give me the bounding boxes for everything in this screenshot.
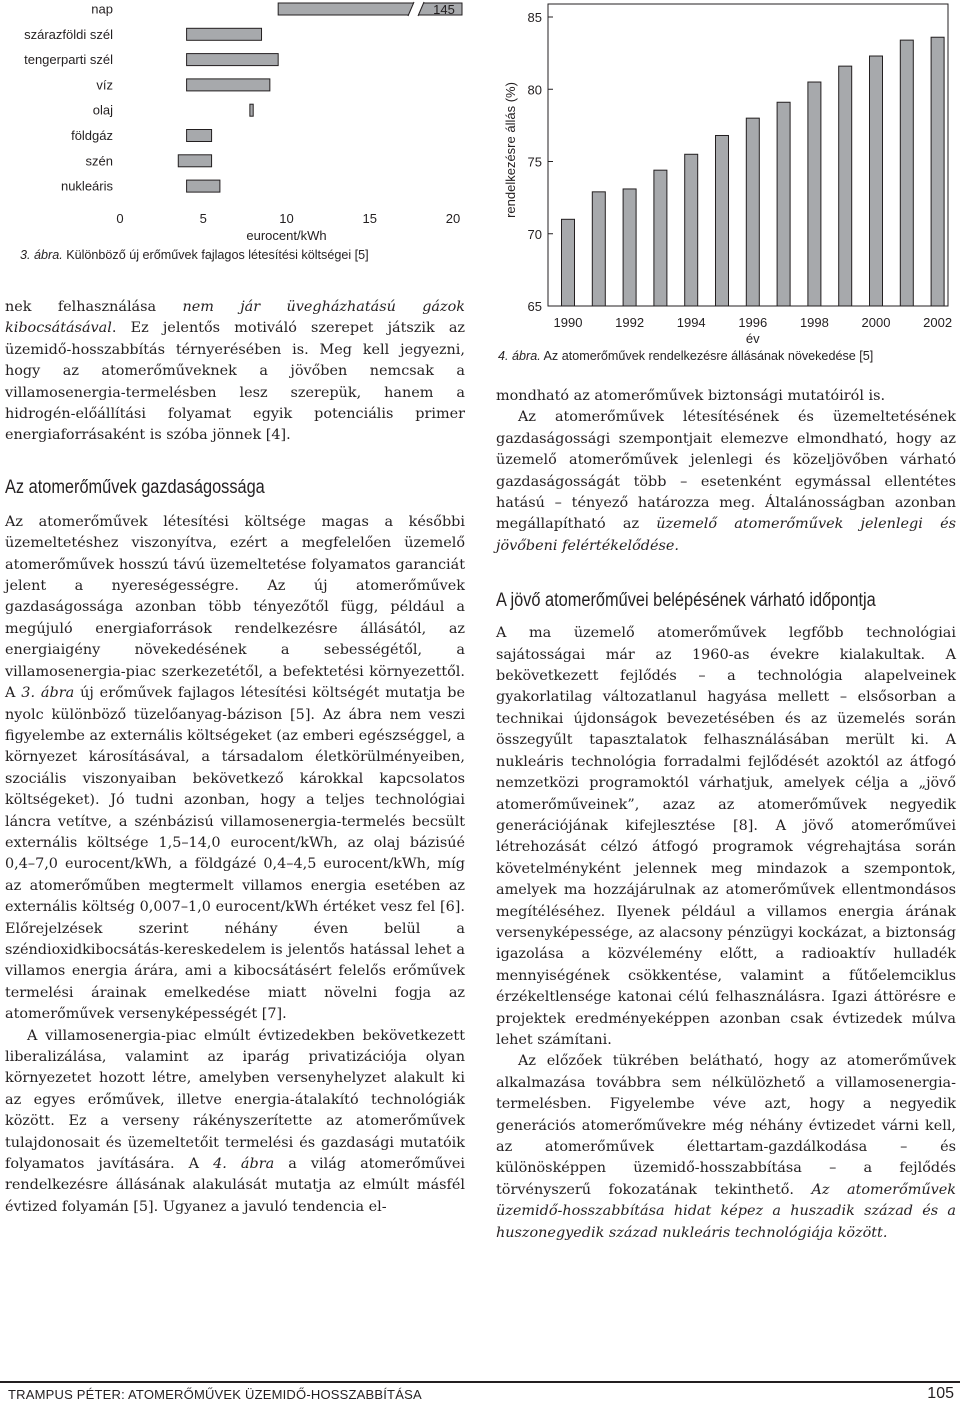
emphasis-run: 4. ábra (213, 1156, 275, 1173)
category-label: víz (96, 77, 113, 93)
figure-3 (0, 0, 470, 272)
range-bar (187, 79, 270, 91)
text-run: Az atomerőművek létesítési költsége magas a későbbi üzemeltetéshez viszonyítva, ezért a megfelelően üzemelő atomerőművek hosszú távú üzemeltetése folyamatos garanciát jelent a nyereségességre. Az új atomerőművek gazdaságossága azonban több tényezőtől függ, például a megújuló energiaforrások rendelkezésre állásától, az energiaigény növekedésének a sebességétől, a villamosenergia-piac szerkezetétől, a befektetési környezettől. A (5, 513, 465, 702)
x-tick-label: 20 (445, 211, 461, 226)
bar (623, 189, 636, 306)
figure-4-chart (490, 0, 960, 350)
x-tick-label: 1998 (799, 315, 829, 330)
text-run: a világ atomerőművei rendelkezésre állásának alakulását mutatja az elmúlt másfél évtized folyamán [5]. Ugyanez a javuló tendencia el- (5, 1156, 465, 1215)
text-run: nek felhasználása (5, 299, 183, 315)
bar (777, 102, 790, 306)
text-run: . Ez jelentős motiváló szerepet játszik az üzemidő-hosszabbítás térnyerésében is. Meg kell jegyezni, hogy az atomerőműveknek a jövőben nemcsak a villamosenergia-termelésben lesz szerepük, hanem a hidrogén-előállítási folyamat egyik potenciális primer energiaforrásaként is szóba jönnek [4]. (5, 320, 465, 444)
category-label: nap (91, 1, 113, 17)
category-label: szén (85, 153, 113, 169)
section-heading-future: A jövő atomerőművei belépésének várható időpontja (496, 590, 876, 612)
bar (562, 219, 575, 306)
right-paragraph-2 (496, 407, 956, 557)
text-run: Az atomerőművek létesítésének és üzemeltetésének gazdaságossági szempontjait elemezve elmondható, hogy az üzemelő atomerőművek jelenlegi és közeljövőben várható gazdaságosságát több – esetenként egymással ellentétes hatású – tényező határozza meg. Általánosságban azonban megállapítható az (496, 409, 956, 533)
right-paragraph-4 (496, 1051, 956, 1244)
footer-rule (0, 1381, 960, 1383)
bar (654, 170, 667, 306)
emphasis-run: üzemelő atomerőművek jelenlegi és jövőbeni felértékelődése. (496, 516, 956, 554)
emphasis-run: Az atomerőművek üzemidő-hosszabbítása hidat képez a huszadik század és a huszonegyedik század nukleáris technológiája között. (496, 1181, 957, 1241)
x-tick-label: 10 (279, 211, 294, 226)
right-paragraph-1: mondható az atomerőművek biztonsági mutatóiról is. (496, 388, 886, 404)
figure-4-caption-text: Az atomerőművek rendelkezésre állásának növekedése [5] (543, 349, 874, 363)
bar (746, 118, 759, 306)
bar (685, 154, 698, 306)
category-label: nukleáris (60, 178, 113, 194)
left-column (5, 297, 465, 1218)
running-footer-title: TRAMPUS PÉTER: ATOMERŐMŰVEK ÜZEMIDŐ-HOSSZABBÍTÁSA (8, 1387, 422, 1402)
figure-3-caption-text: Különböző új erőművek fajlagos létesítési költségei [5] (66, 248, 369, 262)
y-tick-label: 75 (527, 154, 542, 170)
page-number: 105 (927, 1385, 954, 1402)
left-paragraph-1 (5, 297, 465, 447)
figure-4-caption (498, 349, 873, 363)
range-bar (187, 54, 279, 66)
y-axis-title: rendelkezésre állás (%) (503, 82, 518, 218)
y-tick-label: 65 (527, 299, 542, 314)
x-tick-label: 2002 (923, 315, 953, 330)
text-run: Az előzőek tükrében belátható, hogy az atomerőművek alkalmazása továbbra sem nélkülözhető a villamosenergia-termelésben. Figyelembe véve azt, hogy a negyedik generációs atomerőművekre még néhány évtizedet várni kell, az atomerőművek élettartam-gazdálkodása – és különösképpen üzemidő-hosszabbítása – a fejlődés törvényszerű fokozatának tekinthető. (496, 1053, 956, 1198)
text-run: A villamosenergia-piac elmúlt évtizedekben bekövetkezett liberalizálása, valamint az iparág privatizációja olyan környezetet hozott létre, amelyben versenyhelyzet alakult ki az egyes erőművek, illetve energia-átalakító technológiák között. Ez a verseny rákényszerítette az atomerőművek tulajdonosait és üzemeltetőit termelési és gazdasági mutatóik folyamatos javítására. A (5, 1027, 465, 1173)
bar-value-label: 145 (433, 2, 455, 17)
category-label: szárazföldi szél (24, 26, 113, 42)
y-tick-label: 70 (527, 226, 542, 242)
range-bar (250, 104, 253, 116)
page-footer (0, 1381, 960, 1406)
range-bar (178, 155, 211, 167)
left-paragraph-3 (5, 1026, 465, 1219)
x-tick-label: 1996 (738, 315, 768, 330)
bar (931, 37, 944, 306)
left-paragraph-2 (5, 512, 465, 1026)
range-bar (187, 130, 212, 142)
x-tick-label: 15 (362, 211, 377, 226)
x-tick-label: 2000 (861, 315, 891, 330)
bar (808, 82, 821, 306)
figure-3-caption (20, 248, 369, 262)
category-label: tengerparti szél (24, 52, 113, 68)
x-tick-label: 1994 (676, 315, 706, 330)
x-tick-label: 0 (116, 211, 124, 226)
right-column (496, 386, 956, 1244)
right-paragraph-3: A ma üzemelő atomerőművek legfőbb technológiai sajátosságai már az 1960-as évekre kialakultak. A bekövetkezett fejlődés – a technológia alapelveinek gyakorlatilag változatlanul hagyása mellett – elsősorban a technikai újdonságok bevezetésében és az üzemelés során összegyűlt tapasztalatok felhasználásában merült ki. A nukleáris technológia forradalmi fejlődését azoktól az átfogó nemzetközi programoktól várhatjuk, amelyek célja a „jövő atomerőműveinek”, azaz az atomerőművek negyedik generációjának kifejlesztése [8]. A jövő atomerőművei létrehozását célzó átfogó programok végrehajtása során követelményként jelennek meg mindazok a szempontok, amelyek ma hozzájárulnak az atomerőművek ellentmondásos megítéléséhez. Ilyenek például a villamos energia árának versenyképessége, az alacsony pénzügyi kockázat, a biztonság igazolása a közvélemény előtt, a radioaktív hulladék mennyiségének csökkentése, valamint a fűtőelemciklus érzékeltlensége katonai célú felhasználásra. Igazi áttörésre e projektek eredményeképpen azonban csak évtizedek múlva lehet számítani. (496, 625, 956, 1048)
x-axis-title: év (745, 331, 760, 346)
x-tick-label: 1992 (615, 315, 645, 330)
bar (870, 56, 883, 306)
x-axis-title: eurocent/kWh (246, 228, 327, 243)
category-label: földgáz (71, 128, 113, 143)
bar (716, 135, 729, 306)
text-run: új erőművek fajlagos létesítési költségét mutatja be nyolc különböző tüzelőanyag-bázison [5]. Az ábra nem veszi figyelembe az externális költségeket (az emberi egészséggel, a környezet károsításával, a társadalom életkörülményeiben, szociális viszonyaiban bekövetkező károkkal kapcsolatos költségeket). Jó tudni azonban, hogy a teljes technológiai láncra vetítve, a szénbázisú villamosenergia-termelés becsült externális költsége 1,5–14,0 eurocent/kWh, az olaj bázisúé 0,4–7,0 eurocent/kWh, a földgázé 0,4–4,5 eurocent/kWh, míg az atomerőműben megtermelt villamos energia esetében az externális költség 0,007–1,0 eurocent/kWh értéket vesz fel [6]. Előrejelzések szerint néhány éven belül a széndioxidkibocsátás-kereskedelem is jelentős hatással lehet a villamos energia árára, ami a kibocsátásért felelős erőművek termelési árainak emelkedése miatt növelni fogja az atomerőművek versenyképességét [7]. (5, 685, 466, 1023)
figure-3-chart (0, 0, 470, 250)
category-label: olaj (92, 102, 113, 118)
emphasis-run: 3. ábra (21, 685, 75, 702)
x-tick-label: 1990 (553, 315, 583, 330)
figure-4 (490, 0, 960, 372)
emphasis-run: nem jár üvegházhatású gázok kibocsátásával (5, 299, 465, 337)
range-bar (187, 28, 262, 40)
figure-3-caption-number: 3. ábra. (20, 248, 63, 262)
range-bar (187, 180, 220, 192)
y-tick-label: 80 (527, 82, 542, 98)
section-heading-economics: Az atomerőművek gazdaságossága (5, 476, 265, 498)
figure-4-caption-number: 4. ábra. (498, 349, 541, 363)
y-tick-label: 85 (527, 10, 542, 25)
bar (900, 40, 913, 306)
bar (592, 192, 605, 306)
x-tick-label: 5 (199, 211, 207, 226)
bar (839, 66, 852, 306)
